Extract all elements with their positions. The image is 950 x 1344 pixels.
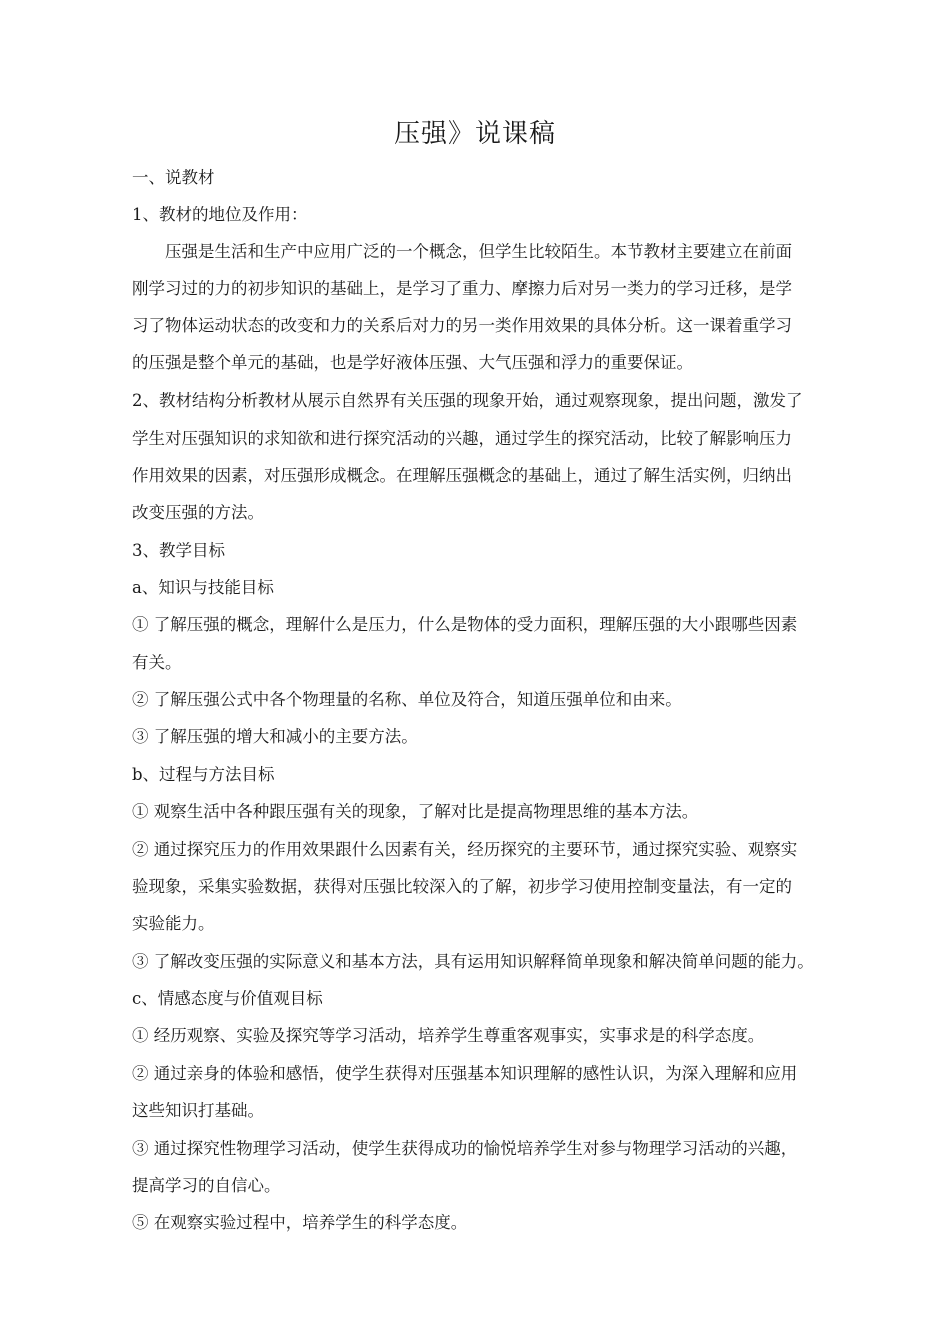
list-item: ② 通过探究压力的作用效果跟什么因素有关，经历探究的主要环节，通过探究实验、观察实 [132, 840, 798, 859]
paragraph-line: 改变压强的方法。 [132, 503, 264, 522]
list-item-continuation: 实验能力。 [132, 914, 215, 933]
document-title: 压强》说课稿 [393, 119, 556, 149]
list-item-continuation: 有关。 [132, 653, 182, 672]
list-item-continuation: 提高学习的自信心。 [132, 1176, 281, 1195]
paragraph-line: 习了物体运动状态的改变和力的关系后对力的另一类作用效果的具体分析。这一课着重学习 [132, 316, 792, 335]
list-item: ② 了解压强公式中各个物理量的名称、单位及符合，知道压强单位和由来。 [132, 690, 682, 709]
subsection-heading: c、情感态度与价值观目标 [132, 989, 323, 1008]
paragraph-line: 作用效果的因素，对压强形成概念。在理解压强概念的基础上，通过了解生活实例，归纳出 [132, 466, 792, 485]
list-item-continuation: 这些知识打基础。 [132, 1101, 264, 1120]
list-item: ① 了解压强的概念，理解什么是压力，什么是物体的受力面积，理解压强的大小跟哪些因素 [132, 615, 798, 634]
list-item: ① 观察生活中各种跟压强有关的现象，了解对比是提高物理思维的基本方法。 [132, 802, 699, 821]
list-item: ⑤ 在观察实验过程中，培养学生的科学态度。 [132, 1213, 468, 1232]
list-item: ② 通过亲身的体验和感悟，使学生获得对压强基本知识理解的感性认识，为深入理解和应用 [132, 1064, 798, 1083]
subsection-heading: 1、教材的地位及作用： [132, 205, 308, 224]
list-item: ③ 通过探究性物理学习活动，使学生获得成功的愉悦培养学生对参与物理学习活动的兴趣， [132, 1139, 798, 1158]
list-item: ① 经历观察、实验及探究等学习活动，培养学生尊重客观事实，实事求是的科学态度。 [132, 1026, 765, 1045]
section-heading: 一、说教材 [132, 168, 215, 187]
paragraph-line: 学生对压强知识的求知欲和进行探究活动的兴趣，通过学生的探究活动，比较了解影响压力 [132, 429, 792, 448]
paragraph-line: 压强是生活和生产中应用广泛的一个概念，但学生比较陌生。本节教材主要建立在前面 [165, 242, 792, 261]
paragraph-line: 2、教材结构分析教材从展示自然界有关压强的现象开始，通过观察现象，提出问题，激发了 [132, 391, 803, 410]
list-item: ③ 了解改变压强的实际意义和基本方法，具有运用知识解释简单现象和解决简单问题的能力。 [132, 952, 814, 971]
subsection-heading: b、过程与方法目标 [132, 765, 275, 784]
paragraph-line: 的压强是整个单元的基础，也是学好液体压强、大气压强和浮力的重要保证。 [132, 353, 693, 372]
paragraph-line: 刚学习过的力的初步知识的基础上，是学习了重力、摩擦力后对另一类力的学习迁移，是学 [132, 279, 792, 298]
list-item-continuation: 验现象，采集实验数据，获得对压强比较深入的了解，初步学习使用控制变量法，有一定的 [132, 877, 792, 896]
subsection-heading: 3、教学目标 [132, 541, 225, 560]
list-item: ③ 了解压强的增大和减小的主要方法。 [132, 727, 418, 746]
subsection-heading: a、知识与技能目标 [132, 578, 274, 597]
